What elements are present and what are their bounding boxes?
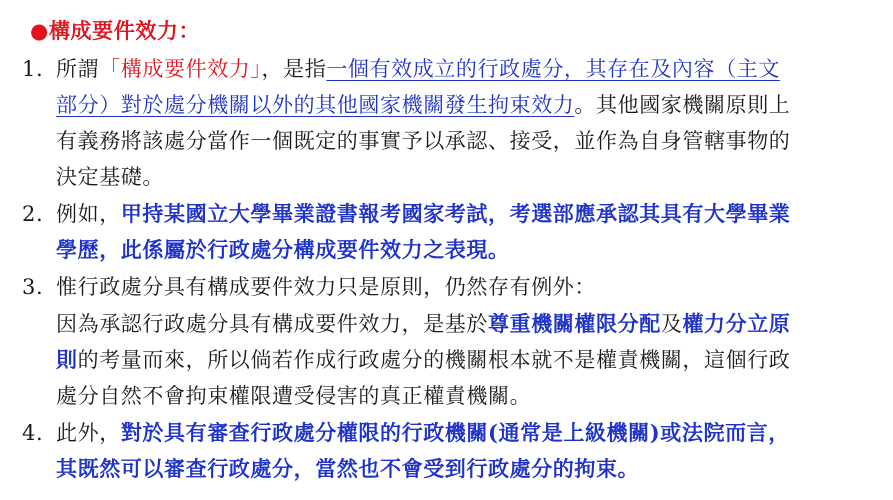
text-segment: 所謂 [56, 57, 100, 81]
exception-highlight: 其既然可以審查行政處分，當然也不會受到行政處分的拘束。 [56, 456, 640, 481]
text-segment: 的考量而來，所以倘若作成行政處分的機關根本就不是權責機關，這個行政 [77, 348, 791, 372]
text-segment: 。其他國家機關原則上 [574, 93, 791, 117]
definition-highlight: 部分）對於處分機關以外的其他國家機關發生拘束效力 [56, 93, 575, 117]
text-segment: ，是指 [261, 57, 327, 81]
item-number: 1. [22, 57, 44, 81]
definition-highlight: 一個有效成立的行政處分，其存在及內容（主文 [326, 57, 780, 81]
exception-highlight: 對於具有審查行政處分權限的行政機關(通常是上級機關)或法院而言， [120, 420, 790, 445]
text-segment: 及 [660, 312, 683, 336]
text-segment: 因為承認行政處分具有構成要件效力，是基於 [56, 312, 488, 336]
text-segment: 有義務將該處分當作一個既定的事實予以承認、接受，並作為自身管轄事物的 [56, 129, 791, 153]
text-segment: 決定基礎。 [56, 165, 164, 189]
item-number: 2. [22, 202, 44, 226]
text-segment: 處分自然不會拘束權限遭受侵害的真正權責機關。 [56, 384, 532, 408]
principle-highlight: 則 [56, 347, 78, 372]
principle-highlight: 權力分立原 [682, 311, 791, 336]
example-highlight: 學歷，此係屬於行政處分構成要件效力之表現。 [56, 237, 510, 262]
bullet-icon: ● [30, 18, 49, 43]
item-number: 3. [22, 275, 44, 299]
heading-text: 構成要件效力： [48, 18, 201, 43]
example-highlight: 甲持某國立大學畢業證書報考國家考試，考選部應承認其具有大學畢業 [120, 201, 791, 226]
principle-highlight: 尊重機關權限分配 [488, 311, 661, 336]
text-segment: 此外， [56, 421, 121, 445]
text-segment: 惟行政處分具有構成要件效力只是原則，仍然存有例外： [56, 275, 596, 299]
item-number: 4. [22, 421, 44, 445]
text-segment: 例如， [56, 202, 121, 226]
term-highlight: 「構成要件效力」 [99, 57, 262, 81]
